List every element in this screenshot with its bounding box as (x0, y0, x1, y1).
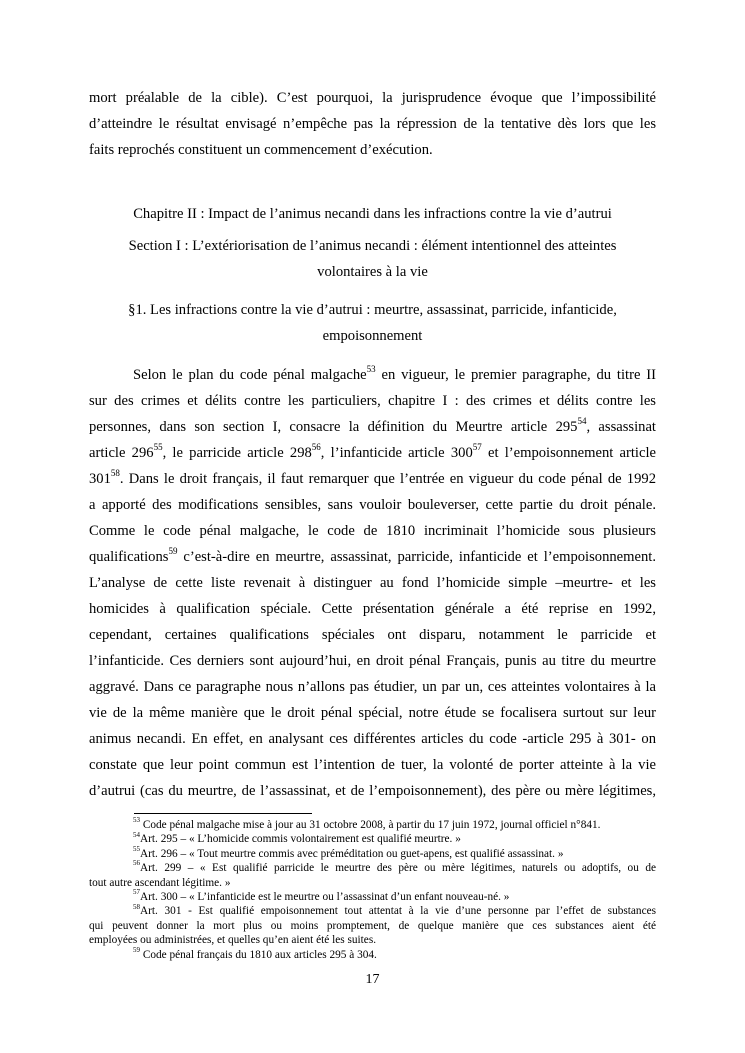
footnote-ref[interactable]: 56 (311, 442, 321, 453)
text-line: personnes, dans son section I, consacre la définition du Meurtre article $295^{54}$, assassinat (89, 416, 656, 435)
text-line: aggravé. Dans ce paragraphe nous n’allons pas étudier, un par un, ces atteintes volontaires à la (89, 679, 656, 695)
footnote-separator (134, 813, 312, 814)
chapter-heading: Chapitre II : Impact de l’animus necandi dans les infractions contre la vie d’autrui (133, 206, 612, 222)
text-line: mort préalable de la cible). C’est pourquoi, la jurisprudence évoque que l’impossibilité (89, 90, 656, 106)
text-line: Selon le plan du code pénal malgache$^{53}$ en vigueur, le premier paragraphe, du titre II (133, 364, 656, 383)
footnote-58: $^{58}$Art. 301 - Est qualifié empoisonnement tout attentat à la vie d’une personne par l’effet de substances (133, 902, 656, 918)
section-heading (89, 233, 656, 285)
text-line: $301^{58}$. Dans le droit français, il faut remarquer que l’entrée en vigueur du code pénal de 1992 (89, 468, 656, 487)
paragraph-heading (89, 297, 656, 349)
footnote-54: $^{54}$Art. 295 – « L’homicide commis volontairement est qualifié meurtre. » (133, 830, 461, 846)
text-line: article $296^{55}$, le parricide article $298^{56}$, l’infanticide article $300^{57}$ et l’empoisonnement article (89, 442, 656, 461)
text-line: Comme le code pénal malgache, le code de 1810 incriminait l’homicide sous plusieurs (89, 523, 656, 539)
footnote-ref[interactable]: 58 (110, 468, 120, 479)
intro-paragraph (89, 85, 656, 163)
section-heading-line: volontaires à la vie (317, 264, 428, 280)
text-line: constate que leur point commun est l’intention de tuer, la volonté de porter atteinte à la vie (89, 757, 656, 773)
text-line: faits reprochés constituent un commencement d’exécution. (89, 142, 433, 158)
footnote-53: $^{53}$ Code pénal malgache mise à jour au 31 octobre 2008, à partir du 17 juin 1972, journal officiel n°841. (133, 816, 601, 831)
text-line: a apporté des modifications sensibles, sans vouloir bouleverser, cette partie du droit pénale. (89, 497, 656, 513)
footnote-58-continued: qui peuvent donner la mort plus ou moins promptement, de quelque manière que ces substances aient été (89, 919, 656, 932)
text-line: cependant, certaines qualifications spéciales ont disparu, notamment le parricide et (89, 627, 656, 643)
text-line: d’atteindre le résultat envisagé n’empêche pas la répression de la tentative dès lors que les (89, 116, 656, 132)
text-line: homicides à qualification spéciale. Cette présentation générale a été reprise en 1992, (89, 601, 656, 617)
footnotes (89, 818, 656, 962)
footnote-ref[interactable]: 57 (472, 442, 482, 453)
footnote-58-continued: employées ou administrées, et quelles qu’en aient été les suites. (89, 934, 377, 947)
text-line: l’infanticide. Ces derniers sont aujourd’hui, en droit pénal Français, punis au titre du meurtre (89, 653, 656, 669)
text-line: L’analyse de cette liste revenait à distinguer au fond l’homicide simple –meurtre- et les (89, 575, 656, 591)
footnote-55: $^{55}$Art. 296 – « Tout meurtre commis avec préméditation ou guet-apens, est qualifié assassinat. » (133, 845, 564, 860)
footnote-ref[interactable]: 53 (366, 364, 376, 375)
text-line: vie de la même manière que le droit pénal spécial, notre étude se focalisera surtout sur leur (89, 705, 656, 721)
footnote-ref[interactable]: 59 (168, 546, 178, 557)
text-line: sur des crimes et délits contre les particuliers, chapitre I : des crimes et délits contre les (89, 393, 656, 409)
footnote-56-continued: tout autre ascendant légitime. » (89, 876, 231, 889)
footnote-56: $^{56}$Art. 299 – « Est qualifié parricide le meurtre des père ou mère légitimes, naturels ou adoptifs, ou de (133, 859, 656, 875)
footnote-59: $^{59}$ Code pénal français du 1810 aux articles 295 à 304. (133, 945, 377, 961)
main-paragraph (89, 362, 656, 804)
section-heading-line: Section I : L’extériorisation de l’animus necandi : élément intentionnel des atteintes (128, 238, 617, 254)
paragraph-heading-line: empoisonnement (322, 328, 423, 344)
page-number: 17 (365, 972, 380, 987)
footnote-57: $^{57}$Art. 300 – « L’infanticide est le meurtre ou l’assassinat d’un enfant nouveau-né. » (133, 888, 510, 903)
paragraph-heading-line: §1. Les infractions contre la vie d’autrui : meurtre, assassinat, parricide, infanticide, (128, 302, 617, 318)
text-line: qualifications$^{59}$ c’est-à-dire en meurtre, assassinat, parricide, infanticide et l’empoisonnement. (89, 546, 656, 565)
text-line: d’autrui (cas du meurtre, de l’assassinat, et de l’empoisonnement), des père ou mère légitimes, (89, 783, 656, 799)
footnote-ref[interactable]: 55 (153, 442, 163, 453)
text-line: animus necandi. En effet, en analysant ces différentes articles du code -article 295 à 301- on (89, 731, 656, 747)
footnote-ref[interactable]: 54 (577, 416, 587, 427)
